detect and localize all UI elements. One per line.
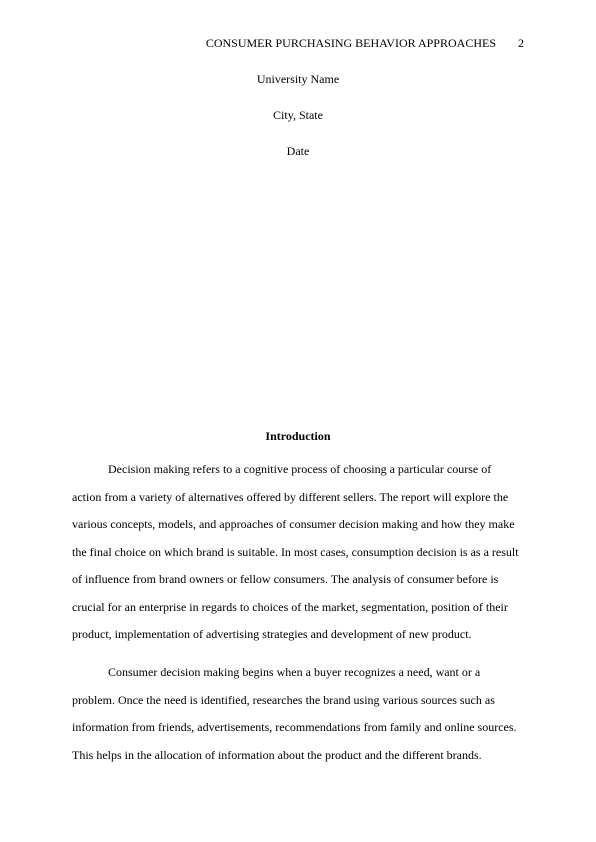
paragraph-line: action from a variety of alternatives offered by different sellers. The report will explore the — [72, 489, 509, 504]
section-heading-introduction: Introduction — [265, 429, 331, 443]
running-head-title: CONSUMER PURCHASING BEHAVIOR APPROACHES — [205, 36, 496, 50]
university-name: University Name — [256, 72, 340, 86]
city-state: City, State — [273, 108, 323, 122]
page-number: 2 — [518, 36, 524, 50]
paragraph-line: This helps in the allocation of information about the product and the different brands. — [72, 747, 482, 762]
paragraph-line: various concepts, models, and approaches of consumer decision making and how they make — [72, 517, 515, 531]
paragraph-line: crucial for an enterprise in regards to choices of the market, segmentation, position of their — [72, 599, 508, 614]
paragraph-line: Decision making refers to a cognitive process of choosing a particular course of — [108, 462, 492, 476]
paragraph-line: problem. Once the need is identified, researches the brand using various sources such as — [72, 692, 495, 707]
running-head — [0, 35, 596, 51]
paragraph-line: information from friends, advertisements, recommendations from family and online sources. — [72, 720, 517, 734]
paragraph-line: the final choice on which brand is suitable. In most cases, consumption decision is as a result — [72, 544, 519, 559]
paragraph-line: of influence from brand owners or fellow consumers. The analysis of consumer before is — [72, 572, 499, 586]
body-paragraph-1 — [72, 456, 524, 649]
paragraph-line: product, implementation of advertising strategies and development of new product. — [72, 627, 472, 641]
paragraph-line: Consumer decision making begins when a buyer recognizes a need, want or a — [108, 665, 481, 679]
body-paragraph-2 — [72, 659, 524, 769]
date-line: Date — [286, 144, 310, 158]
